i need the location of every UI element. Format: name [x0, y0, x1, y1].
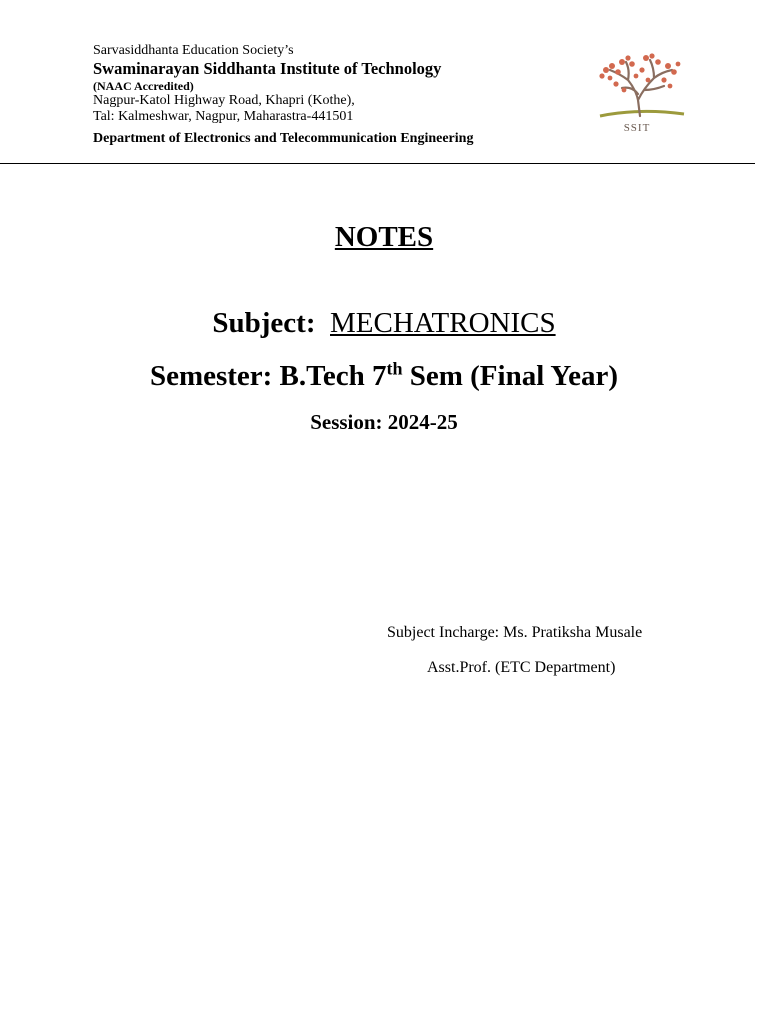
- department-name: Department of Electronics and Telecommunication Engineering: [93, 131, 474, 146]
- tree-logo-icon: [584, 50, 690, 122]
- notes-heading: NOTES: [334, 221, 434, 253]
- semester-line: [0, 356, 768, 396]
- session-line: Session: 2024-25: [310, 410, 458, 434]
- institute-header: [93, 42, 563, 149]
- notes-title: [0, 219, 768, 255]
- ssit-logo: [584, 50, 690, 142]
- address-line-1: Nagpur-Katol Highway Road, Khapri (Kothe),: [93, 93, 355, 108]
- accreditation-label: (NAAC Accredited): [93, 79, 194, 93]
- semester-ordinal: th: [386, 358, 403, 379]
- semester-prefix: Semester: B.Tech 7: [149, 360, 387, 392]
- subject-line: [0, 303, 768, 343]
- header-divider: [0, 163, 755, 164]
- logo-text: SSIT: [623, 122, 651, 134]
- institute-name: Swaminarayan Siddhanta Institute of Technology: [93, 59, 442, 78]
- incharge-designation: Asst.Prof. (ETC Department): [427, 659, 616, 676]
- subject-value: MECHATRONICS: [330, 307, 556, 339]
- society-name: Sarvasiddhanta Education Society’s: [93, 43, 294, 58]
- subject-incharge: Subject Incharge: Ms. Pratiksha Musale: [387, 624, 643, 641]
- semester-suffix: Sem (Final Year): [402, 360, 619, 392]
- address-line-2: Tal: Kalmeshwar, Nagpur, Maharastra-441501: [93, 109, 354, 124]
- subject-label: Subject:: [212, 307, 316, 339]
